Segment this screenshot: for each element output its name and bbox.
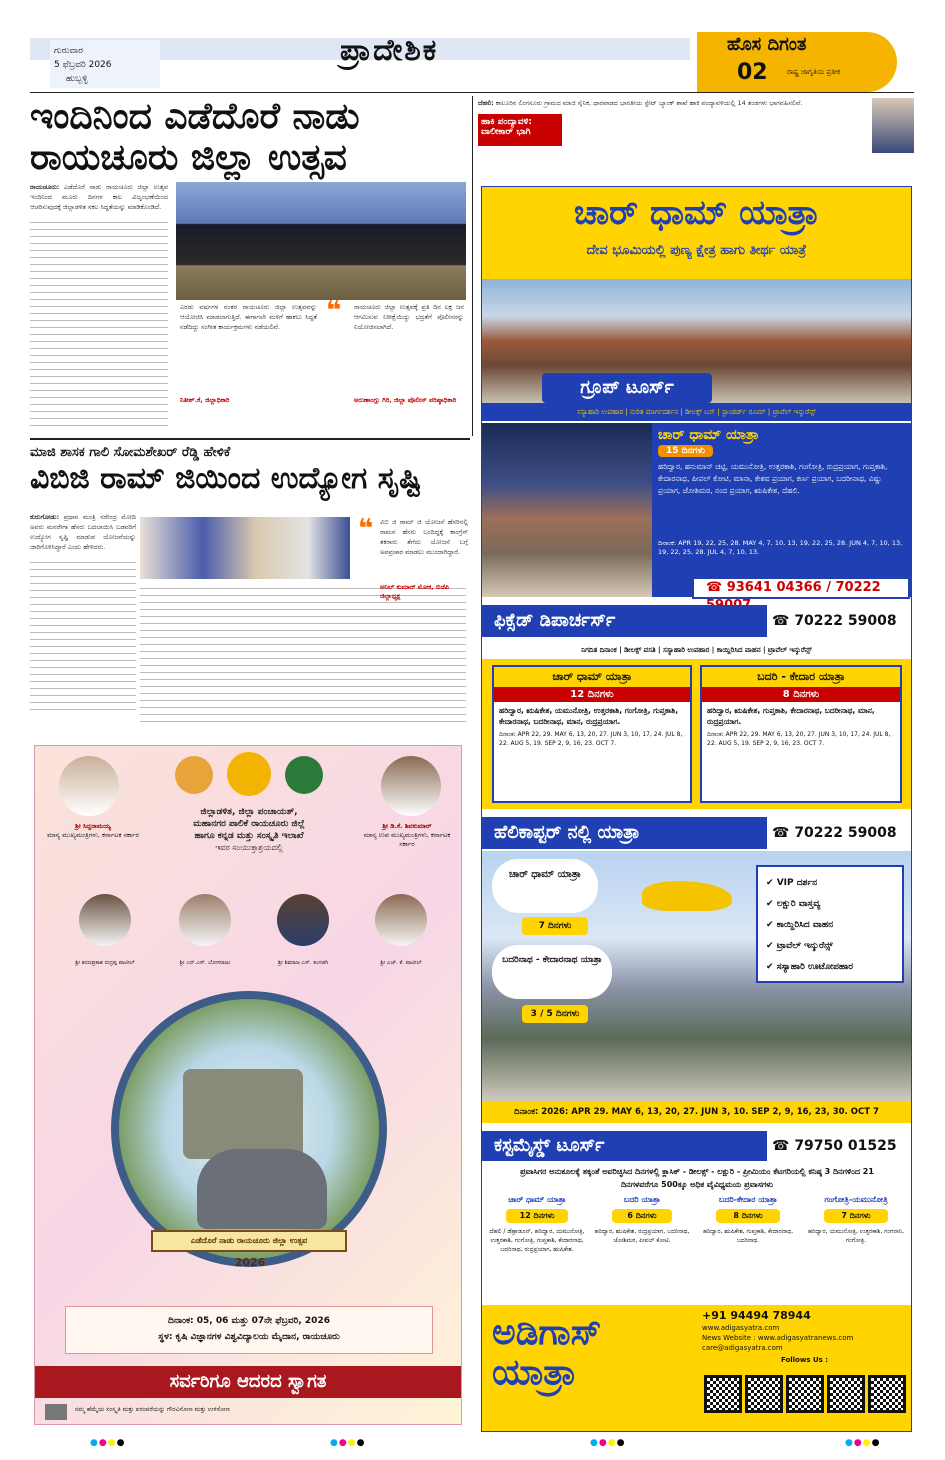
story1-body — [30, 182, 168, 432]
header-rule — [30, 92, 914, 93]
minister-photo-1 — [79, 894, 131, 946]
elephant-illustration — [197, 1149, 327, 1229]
c3-days: 8 ದಿನಗಳು — [716, 1209, 780, 1223]
registration-marks-3: ●●●● — [590, 1438, 626, 1448]
brand-phone[interactable]: +91 94494 78944 — [702, 1309, 811, 1322]
karnataka-emblem — [227, 752, 271, 796]
org-line2: ಮಹಾನಗರ ಪಾಲಿಕೆ ರಾಯಚೂರು ಜಿಲ್ಲೆ — [193, 819, 305, 829]
heli-feature-2: ✔ ಲಕ್ಷುರಿ ವಾಸ್ತವ್ಯ — [766, 899, 821, 909]
group-phone-number: 93641 04366 / 70222 — [726, 580, 881, 595]
org-line4: ಇವರ ಸಂಯುಕ್ತಾಶ್ರಯದಲ್ಲಿ — [215, 843, 283, 852]
fixed-title: ಫಿಕ್ಸೆಡ್ ಡಿಪಾರ್ಚರ್ಸ್ — [482, 605, 767, 637]
c2-route: ಹರಿದ್ವಾರ, ಋಷಿಕೇಶ, ರುದ್ರಪ್ರಯಾಗ, ಬದರಿನಾಥ, ಜೋಶಿಮಠ, ಪೀಪಲ್ ಕೋಟಿ. — [594, 1228, 690, 1244]
heli-dates: ದಿನಾಂಕ: 2026: APR 29. MAY 6, 13, 20, 27. JUN 3, 10. SEP 2, 9, 16, 23, 30. OCT 7 — [482, 1101, 911, 1123]
custom-grid — [482, 1195, 911, 1299]
story2-rule — [30, 438, 470, 440]
helicopter-icon — [642, 881, 732, 911]
ad-organizers — [135, 806, 363, 854]
story2-body — [30, 512, 136, 724]
story2-text: ಪ್ರಧಾನ ಮಂತ್ರಿ ನರೇಂದ್ರ ಮೋದಿ ಅವರು ಮನರೇಗಾ ಹೆಸರು ಬದಲಾಯಿಸಿ ಬಡವರಿಗೆ ಉದ್ಯೋಗ ಸೃಷ್ಟಿ ಮಾಡುವ ಯೋಜನೆಯನ್ನು ಜಾರಿಗೊಳಿಸಿದ್ದಾರೆ ಎಂದು ಹೇಳಿದರು. — [30, 513, 136, 551]
heli-feature-2-text: ಲಕ್ಷುರಿ ವಾಸ್ತವ್ಯ — [776, 899, 821, 909]
c1-title: ಚಾರ್ ಧಾಮ್ ಯಾತ್ರಾ — [508, 1195, 566, 1204]
group-days: 15 ದಿನಗಳು — [658, 445, 713, 457]
district-emblem — [175, 756, 213, 794]
header-dateline — [50, 40, 160, 88]
quote1-text: ಎರಡು ವರ್ಷಗಳ ನಂತರ ರಾಯಚೂರು ಜಿಲ್ಲಾ ಉತ್ಸವವನ್ನು ಆಯೋಜಿಸಿ ಮಾಡಲಾಗುತ್ತಿದೆ. ಈಗಾಗಲೇ ಮಳಿಗೆ ಹಾಕಲು ಸಿದ್ಧತೆ ನಡೆದಿದ್ದು ಸಂಗೀತ ಕಾರ್ಯಕ್ರಮಗಳು ನಡೆಯಲಿವೆ. — [180, 303, 317, 331]
festival-year: 2026 — [234, 1256, 266, 1269]
c2-days: 6 ದಿನಗಳು — [612, 1209, 672, 1223]
kedarnath-night-photo — [482, 423, 652, 597]
column-rule — [472, 96, 473, 436]
c4-days: 7 ದಿನಗಳು — [824, 1209, 888, 1223]
story2-dateline: ಕುರುಗೋಡು: — [30, 513, 60, 521]
custom-phone-number: 79750 01525 — [794, 1138, 897, 1154]
custom-col-4 — [804, 1195, 908, 1299]
custom-col-1 — [486, 1195, 588, 1299]
elephant-emblem — [111, 991, 387, 1267]
qr-code-2[interactable] — [745, 1375, 783, 1413]
fixed-card-2 — [700, 665, 902, 803]
quote2-byline: ಅರುಣಾಂಗ್ಷು ಗಿರಿ, ಜಿಲ್ಲಾ ಪೊಲೀಸ್ ವರಿಷ್ಠಾಧಿಕಾರಿ — [354, 396, 457, 404]
brief-tag — [478, 114, 562, 146]
ad-footer-text: ನಮ್ಮ ಹೆಮ್ಮೆಯ ಸಂಸ್ಕೃತಿ ಮತ್ತು ಪರಂಪರೆಯನ್ನು ಗೌರವಿಸೋಣ ಮತ್ತು ಉಳಿಸೋಣ — [75, 1406, 230, 1413]
brand-contacts — [702, 1309, 907, 1365]
minister-name-1: ಶ್ರೀ ಶರಣಪ್ರಕಾಶ ರುದ್ರಪ್ಪ ಪಾಟೀಲ್ — [75, 960, 135, 966]
group-route: ಹರಿದ್ವಾರ, ಹನುಮಾನ್ ಚಟ್ಟಿ, ಯಮುನೋತ್ರಿ, ಉತ್ತರಕಾಶಿ, ಗಂಗೋತ್ರಿ, ರುದ್ರಪ್ರಯಾಗ, ಗುಪ್ತಕಾಶಿ, ಕೇದಾರನಾಥ, ಪೀಪಲ್ ಕೋಟಿ, ಮಾನಾ, ಕೇಶವ ಪ್ರಯಾಗ, ಕರ್ಣ ಪ್ರಯಾಗ, ಬದರೀನಾಥ, ವಿಷ್ಣು ಪ್ರಯಾಗ, ಜೋಶಿಮಠ, ನಂದ ಪ್ರಯಾಗ, ಋಷಿಕೇಶ, ದೆಹಲಿ. — [658, 462, 888, 495]
section-title: ಪ್ರಾದೇಶಿಕ — [340, 33, 439, 68]
heli1-bubble — [492, 859, 598, 913]
heli1-days: 7 ದಿನಗಳು — [522, 917, 588, 935]
minister-photo-4 — [375, 894, 427, 946]
story2-quote — [380, 517, 468, 583]
fixed-phone-number: 70222 59008 — [794, 613, 897, 629]
festival-ad — [34, 745, 462, 1425]
heli2-bubble — [492, 945, 612, 999]
brand-footer — [482, 1305, 911, 1431]
c3-title: ಬದರಿ-ಕೇದಾರ ಯಾತ್ರಾ — [718, 1195, 778, 1204]
fx1-dates: ದಿನಾಂಕ: APR 22, 29. MAY 6, 13, 20, 27. JUN 3, 10, 17, 24. JUL 8, 22. AUG 5, 19. SEP 2, 9, 16, 23. OCT 7. — [499, 731, 683, 747]
dcm-role: ಮಾನ್ಯ ಉಪ ಮುಖ್ಯಮಂತ್ರಿಗಳು, ಕರ್ನಾಟಕ ಸರ್ಕಾರ — [363, 831, 451, 848]
story2-body-lines — [30, 556, 136, 716]
group-trip-panel — [652, 423, 911, 597]
festival-dates: ದಿನಾಂಕ: 05, 06 ಮತ್ತು 07ನೇ ಫೆಬ್ರವರಿ, 2026 — [168, 1316, 330, 1326]
custom-col-2 — [592, 1195, 692, 1299]
heli-feature-5-text: ಸಸ್ಯಾಹಾರಿ ಊಟೋಪಹಾರ — [776, 962, 854, 972]
heli-feature-5: ✔ ಸಸ್ಯಾಹಾರಿ ಊಟೋಪಹಾರ — [766, 962, 854, 972]
brand-website[interactable]: www.adigasyatra.com — [702, 1324, 780, 1332]
helicopter-photo — [482, 851, 911, 1101]
registration-marks-4: ●●●● — [845, 1438, 881, 1448]
heli-phone[interactable]: ☎ 70222 59008 — [772, 825, 897, 841]
page-number: 02 — [737, 60, 768, 85]
welcome-banner: ಸರ್ವರಿಗೂ ಆದರದ ಸ್ವಾಗತ — [35, 1366, 461, 1398]
story2-kicker: ಮಾಜಿ ಶಾಸಕ ಗಾಲಿ ಸೋಮಶೇಖರ್ ರೆಡ್ಡಿ ಹೇಳಿಕೆ — [30, 445, 231, 460]
festival-banner: ಎಡೆದೊರೆ ನಾಡು ರಾಯಚೂರು ಜಿಲ್ಲಾ ಉತ್ಸವ — [151, 1230, 347, 1252]
group-features: ಸಸ್ಯಾಹಾರಿ ಉಪಹಾರ | ನುರಿತ ಮಾರ್ಗದರ್ಶನ | ಡೀಲಕ್ಸ್ ಬಸ್ | ಸ್ಟಾಂಡರ್ಡ್ ರೂಮ್ | ಟ್ರಾವೆಲ್ ಇನ್ಶುರೆನ್ಸ್ — [482, 403, 911, 421]
vidhana-soudha-icon — [45, 1404, 67, 1420]
story2-quote-text: ವಿಬಿ ಜಿ ರಾಮ್ ಜಿ ಯೋಜನೆ ಹೆಸರಿನಲ್ಲಿ ರಾಮನ ಹೆಸರು ಬಂದಿದ್ದಕ್ಕೆ ಕಾಂಗ್ರೆಸ್ ತಕರಾರು ತೆಗೆದು ಯೋಜನೆ ಬಗ್ಗೆ ಅಪಪ್ರಚಾರ ಮಾಡಲು ಮುಂದಾಗಿದ್ದಾರೆ. — [380, 518, 468, 556]
heli-feature-1-text: VIP ದರ್ಶನ — [776, 878, 818, 888]
heli2-days: 3 / 5 ದಿನಗಳು — [522, 1005, 588, 1023]
c4-title: ಗಂಗೋತ್ರಿ-ಯಮುನೋತ್ರಿ — [824, 1195, 888, 1204]
custom-desc: ಪ್ರವಾಸಿಗರ ಅನುಕೂಲಕ್ಕೆ ತಕ್ಕಂತೆ ಅವರಿಚ್ಛಿಸಿದ ದಿನಗಳಲ್ಲಿ ಕ್ಲಾಸಿಕ್ - ಡೀಲಕ್ಸ್ - ಲಕ್ಷುರಿ - ಪ್ರೀಮಿಯಂ ಕೆಟಗರಿಯಲ್ಲಿ ಕನಿಷ್ಠ 3 ದಿನಗಳಿಂದ 21 ದಿನಗಳವರೆಗೂ 500ಕ್ಕೂ ಅಧಿಕ ವೈವಿಧ್ಯಮಯ ಪ್ರವಾಸಗಳು — [520, 1167, 874, 1189]
stage-photo — [176, 182, 466, 300]
custom-phone[interactable]: ☎ 79750 01525 — [772, 1138, 897, 1154]
follow-label: Follows Us : — [780, 1356, 829, 1364]
heli1-title: ಚಾರ್ ಧಾಮ್ ಯಾತ್ರಾ — [508, 869, 582, 880]
custom-title: ಕಸ್ಟಮೈಸ್ಡ್ ಟೂರ್ಸ್ — [482, 1131, 767, 1161]
custom-col-3 — [696, 1195, 800, 1299]
group-trip-title: ಚಾರ್ ಧಾಮ್ ಯಾತ್ರಾ — [658, 427, 759, 443]
qr-code-3[interactable] — [786, 1375, 824, 1413]
heli-title: ಹೆಲಿಕಾಪ್ಟರ್ ನಲ್ಲಿ ಯಾತ್ರಾ — [482, 817, 767, 849]
brand-email[interactable]: care@adigasyatra.com — [702, 1344, 783, 1352]
quote2-box — [352, 300, 466, 432]
group-photo — [140, 517, 350, 579]
quote2-text: ರಾಯಚೂರು ಜಿಲ್ಲಾ ಉತ್ಸವಕ್ಕೆ ಪ್ರತಿ ದಿನ ಲಕ್ಷ ಜನ ಆಗಮಿಸುವ ನಿರೀಕ್ಷೆಯಿದ್ದು ಭದ್ರತೆಗೆ ಪೊಲೀಸರನ್ನು ನಿಯೋಜಿಸಲಾಗಿದೆ. — [354, 303, 464, 331]
heli-phone-number: 70222 59008 — [794, 825, 897, 841]
brand-logo-line2: ಯಾತ್ರಾ — [492, 1352, 577, 1393]
dcm-caption — [355, 822, 459, 849]
fx1-route: ಹರಿದ್ವಾರ, ಋಷಿಕೇಶ, ಯಮುನೋತ್ರಿ, ಉತ್ತರಕಾಶಿ, ಗಂಗೋತ್ರಿ, ಗುಪ್ತಕಾಶಿ, ಕೇದಾರನಾಥ, ಬದರೀನಾಥ, ಮಾನ, ರುದ್ರಪ್ರಯಾಗ. — [499, 706, 679, 726]
masthead-logo — [697, 32, 897, 92]
c1-route: ದೆಹಲಿ / ಡೆಹ್ರಾಡೂನ್, ಹರಿದ್ವಾರ, ಯಮುನೋತ್ರಿ, ಉತ್ತರಕಾಶಿ, ಗಂಗೋತ್ರಿ, ಗುಪ್ತಕಾಶಿ, ಕೇದಾರನಾಥ, ಬದರಿನಾಥ, ರುದ್ರಪ್ರಯಾಗ, ಋಷಿಕೇಶ. — [489, 1228, 585, 1253]
story1-headline-line1: ಇಂದಿನಿಂದ ಎಡೆದೊರೆ ನಾಡು — [30, 96, 360, 137]
cm-name: ಶ್ರೀ ಸಿದ್ದರಾಮಯ್ಯ — [75, 822, 111, 830]
fx2-title: ಬದರಿ - ಕೇದಾರ ಯಾತ್ರಾ — [702, 667, 900, 687]
reporter-photo — [872, 98, 914, 153]
heli-feature-1: ✔ VIP ದರ್ಶನ — [766, 878, 818, 888]
travel-title: ಚಾರ್ ಧಾಮ್ ಯಾತ್ರಾ — [573, 193, 820, 233]
brand-logo — [492, 1313, 692, 1393]
festival-venue: ಸ್ಥಳ: ಕೃಷಿ ವಿಜ್ಞಾನಗಳ ವಿಶ್ವವಿದ್ಯಾಲಯ ಮೈದಾನ, ರಾಯಚೂರು — [158, 1332, 340, 1342]
fx1-days: 12 ದಿನಗಳು — [494, 687, 690, 702]
fixed-card-1 — [492, 665, 692, 803]
travel-subtitle: ದೇವ ಭೂಮಿಯಲ್ಲಿ ಪುಣ್ಯ ಕ್ಷೇತ್ರ ಹಾಗು ತೀರ್ಥ ಯಾತ್ರೆ — [586, 243, 807, 258]
heli-feature-4-text: ಟ್ರಾವೆಲ್ ಇನ್ಶುರೆನ್ಸ್ — [776, 941, 833, 951]
group-dates: ದಿನಾಂಕ: APR 19, 22, 25, 28. MAY 4, 7, 10, 13, 19, 22, 25, 28. JUN 4, 7, 10, 13, 19, 22, 25, 28. JUL 4, 7, 10, 13. — [658, 539, 903, 556]
cm-caption — [43, 822, 143, 840]
story1-headline — [30, 96, 470, 178]
brief-text: ಕಾಲೂರಿನ ಲಿಂಗಸೂರು ಗ್ರಾಮದ ಮಾಜಿ ಸೈನಿಕ, ಧಾರವಾಡದ ಭಾರತೀಯ ಸ್ಟೇಟ್ ಬ್ಯಾಂಕ್ ಶಾಖೆ ಹಾಕಿ ಪಂದ್ಯಾವಳಿಯಲ್ಲಿ 14 ತಂಡಗಳು ಭಾಗವಹಿಸಲಿವೆ. — [495, 99, 803, 107]
fx2-days: 8 ದಿನಗಳು — [702, 687, 900, 702]
dcm-name: ಶ್ರೀ ಡಿ.ಕೆ. ಶಿವಕುಮಾರ್ — [382, 822, 432, 830]
fx1-title: ಚಾರ್ ಧಾಮ್ ಯಾತ್ರಾ — [494, 667, 690, 687]
brand-logo-line1: ಅಡಿಗಾಸ್ — [492, 1312, 602, 1353]
c2-title: ಬದರಿ ಯಾತ್ರಾ — [623, 1195, 661, 1204]
quote-icon: ❝ — [326, 296, 342, 326]
minister-photo-3 — [277, 894, 329, 946]
story2-columns — [140, 582, 466, 724]
brief-dateline: ದೆಹಲಿ: — [478, 99, 494, 107]
fixed-phone[interactable]: ☎ 70222 59008 — [772, 613, 897, 629]
heli-features — [756, 865, 904, 983]
org-line3: ಹಾಗೂ ಕನ್ನಡ ಮತ್ತು ಸಂಸ್ಕೃತಿ ಇಲಾಖೆ — [194, 831, 304, 841]
header-day: ಗುರುವಾರ — [54, 46, 84, 56]
brand-tagline: ರಾಷ್ಟ್ರ ಜಾಗೃತಿಯ ಪ್ರತೀಕ — [787, 68, 841, 76]
org-line1: ಜಿಲ್ಲಾಡಳಿತ, ಜಿಲ್ಲಾ ಪಂಚಾಯತ್, — [200, 807, 298, 817]
c1-days: 12 ದಿನಗಳು — [506, 1209, 568, 1223]
qr-code-5[interactable] — [868, 1375, 906, 1413]
fixed-features: ನಿಗದಿತ ದಿನಾಂಕ | ಡೀಲಕ್ಸ್ ವಸತಿ | ಸಸ್ಯಾಹಾರಿ ಉಪಹಾರ | ಕಾಯ್ದಿರಿಸಿದ ವಾಹನ | ಟ್ರಾವೆಲ್ ಇನ್ಶುರೆನ್ಸ್ — [581, 646, 812, 654]
qr-code-1[interactable] — [704, 1375, 742, 1413]
heli-feature-3: ✔ ಕಾಯ್ದಿರಿಸಿದ ವಾಹನ — [766, 920, 834, 930]
minister-name-2: ಶ್ರೀ ಎನ್.ಎಸ್. ಬೋಸರಾಜು — [179, 960, 231, 966]
header-place: ಹುಬ್ಬಳ್ಳಿ — [66, 74, 88, 84]
registration-marks-2: ●●●● — [330, 1438, 366, 1448]
travel-ad — [481, 186, 912, 1432]
culture-emblem — [285, 756, 323, 794]
minister-name-3: ಶ್ರೀ ಶಿವರಾಜ ಎಸ್. ತಂಗಡಗಿ — [278, 960, 328, 966]
fx2-dates: ದಿನಾಂಕ: APR 22, 29. MAY 6, 13, 20, 27. JUN 3, 10, 17, 24. JUL 8, 22. AUG 5, 19. SEP 2, 9, 16, 23. OCT 7. — [707, 731, 891, 747]
c4-route: ಹರಿದ್ವಾರ, ಯಮುನೋತ್ರಿ, ಉತ್ತರಕಾಶಿ, ಗಂಗನಾನಿ, ಗಂಗೋತ್ರಿ. — [808, 1228, 904, 1244]
heli2-title: ಬದರಿನಾಥ - ಕೇದಾರನಾಥ ಯಾತ್ರಾ — [502, 955, 602, 965]
story2-headline: ವಿಬಿಜಿ ರಾಮ್ ಜಿಯಿಂದ ಉದ್ಯೋಗ ಸೃಷ್ಟಿ — [30, 461, 422, 496]
cm-photo — [59, 756, 119, 816]
registration-marks-1: ●●●● — [90, 1438, 126, 1448]
story1-text: ಎಡೆದೊರೆ ನಾಡು ರಾಯಚೂರು ಜಿಲ್ಲಾ ಉತ್ಸವ ಇಂದಿನಿಂದ ಮೂರು ದಿನಗಳ ಕಾಲ ವಿಜೃಂಭಣೆಯಿಂದ ಆಚರಿಸುವುದಕ್ಕೆ ಜಿಲ್ಲಾಡಳಿತ ಸಕಲ ಸಿದ್ಧತೆಯನ್ನು ಮಾಡಿಕೊಂಡಿದೆ. — [30, 183, 168, 211]
story2-quote-byline: ಅನಿಲ್ ಕುಮಾರ್ ಮೋಕ, ಬಿಜೆಪಿ ಜಿಲ್ಲಾಧ್ಯಕ್ಷ — [380, 583, 450, 600]
minister-name-4: ಶ್ರೀ ಎಚ್. ಕೆ. ಪಾಟೀಲ್ — [380, 960, 422, 966]
fx2-route: ಹರಿದ್ವಾರ, ಋಷಿಕೇಶ, ಗುಪ್ತಕಾಶಿ, ಕೇದಾರನಾಥ, ಬದರೀನಾಥ, ಮಾನ, ರುದ್ರಪ್ರಯಾಗ. — [707, 706, 875, 726]
brief-tag-line2: ವಾಲೀಕಾರ್ ಭಾಗಿ — [481, 127, 531, 137]
quote1-box — [176, 300, 321, 432]
travel-header — [482, 187, 911, 279]
fixed-section — [482, 659, 911, 809]
festival-info — [65, 1306, 433, 1354]
cm-role: ಮಾನ್ಯ ಮುಖ್ಯಮಂತ್ರಿಗಳು, ಕರ್ನಾಟಕ ಸರ್ಕಾರ — [47, 831, 139, 839]
fort-illustration — [183, 1069, 303, 1159]
brand-news[interactable]: News Website : www.adigasyatranews.com — [702, 1334, 854, 1342]
brand-name: ಹೊಸ ದಿಗಂತ — [727, 34, 807, 55]
story1-body-lines — [30, 216, 168, 426]
story1-headline-line2: ರಾಯಚೂರು ಜಿಲ್ಲಾ ಉತ್ಸವ — [30, 137, 347, 178]
dcm-photo — [381, 756, 441, 816]
group-tours-label: ಗ್ರೂಪ್ ಟೂರ್ಸ್ — [542, 373, 712, 403]
heli-feature-3-text: ಕಾಯ್ದಿರಿಸಿದ ವಾಹನ — [776, 920, 834, 930]
brief-tag-line1: ಹಾಕಿ ಪಂದ್ಯಾವಳಿ: — [481, 117, 533, 127]
quote1-byline: ನಿತೀಶ್.ಕೆ, ಜಿಲ್ಲಾಧಿಕಾರಿ — [180, 396, 230, 404]
heli-feature-4: ✔ ಟ್ರಾವೆಲ್ ಇನ್ಶುರೆನ್ಸ್ — [766, 941, 833, 951]
qr-code-4[interactable] — [827, 1375, 865, 1413]
story1-dateline: ರಾಯಚೂರು: — [30, 183, 60, 191]
c3-route: ಹರಿದ್ವಾರ, ಋಷಿಕೇಶ, ಗುಪ್ತಕಾಶಿ, ಕೇದಾರನಾಥ, ಬದರಿನಾಥ. — [702, 1228, 794, 1244]
quote-icon-2: ❝ — [358, 514, 374, 544]
minister-photo-2 — [179, 894, 231, 946]
header-date: 5 ಫೆಬ್ರವರಿ 2026 — [54, 60, 112, 70]
group-phone[interactable]: ☎ 93641 04366 / 70222 — [692, 577, 910, 599]
